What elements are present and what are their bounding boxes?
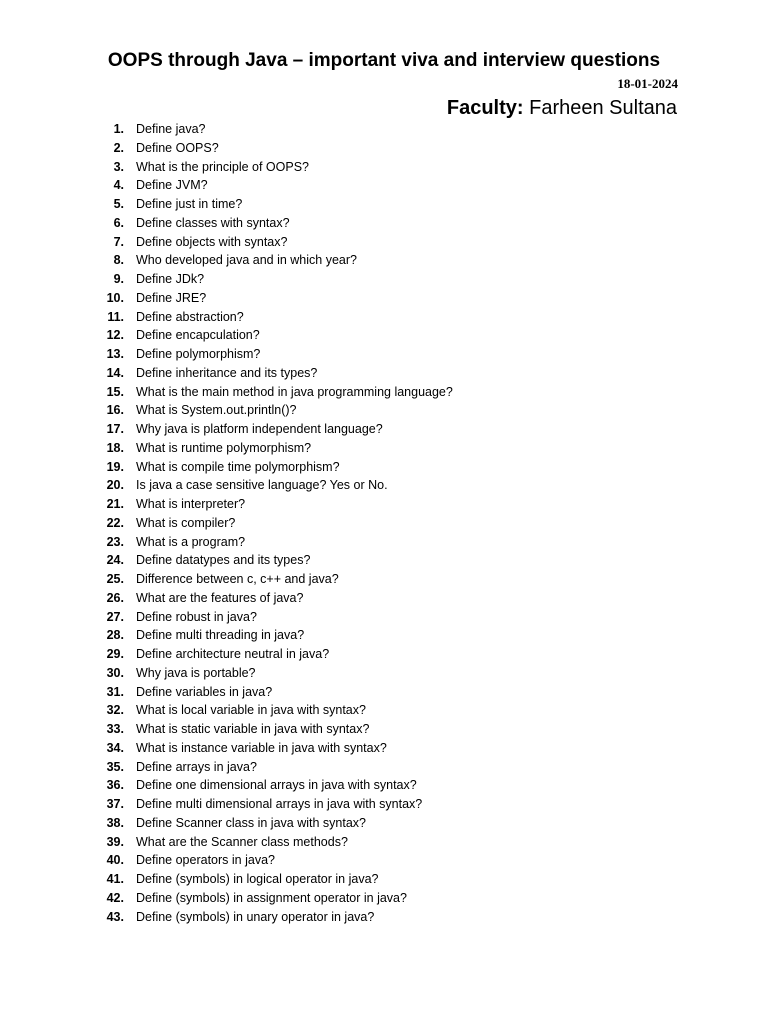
question-item: [0, 270, 768, 289]
question-number: 17.: [106, 422, 124, 436]
question-item: [0, 870, 768, 889]
question-text: Define polymorphism?: [136, 347, 261, 361]
question-number: 11.: [107, 309, 124, 324]
question-item: [0, 176, 768, 195]
question-number: 38.: [106, 815, 124, 830]
faculty-name: Farheen Sultana: [529, 97, 677, 119]
question-number: 12.: [106, 328, 124, 343]
question-number: 39.: [106, 834, 124, 849]
question-number: 1.: [113, 122, 124, 136]
question-number: 3.: [113, 159, 124, 174]
question-item: [0, 139, 768, 158]
question-item: [0, 889, 768, 908]
question-item: [0, 833, 768, 852]
question-number: 23.: [106, 534, 124, 549]
question-item: [0, 401, 768, 420]
question-number: 31.: [106, 684, 124, 699]
question-item: [0, 589, 768, 608]
question-item: [0, 383, 768, 402]
question-text: Define multi threading in java?: [136, 628, 305, 643]
question-item: [0, 645, 768, 664]
question-text: Define JVM?: [136, 178, 208, 193]
question-number: 32.: [106, 703, 124, 718]
question-text: Define variables in java?: [136, 684, 273, 699]
question-text: Define (symbols) in assignment operator in java?: [136, 890, 407, 905]
question-text: Define Scanner class in java with syntax?: [136, 815, 366, 830]
question-item: [0, 626, 768, 645]
question-text: What is static variable in java with syntax?: [136, 722, 370, 736]
question-number: 29.: [106, 647, 124, 661]
question-item: [0, 476, 768, 495]
question-text: Define JRE?: [136, 290, 207, 305]
question-number: 16.: [106, 403, 124, 418]
question-number: 14.: [106, 365, 124, 380]
faculty-label: Faculty:: [446, 97, 524, 119]
question-text: Define classes with syntax?: [136, 215, 290, 230]
question-item: [0, 120, 768, 139]
question-number: 26.: [106, 590, 124, 605]
question-item: [0, 195, 768, 214]
question-text: Difference between c, c++ and java?: [136, 572, 339, 586]
question-text: What are the features of java?: [136, 590, 304, 605]
question-number: 6.: [113, 215, 124, 230]
question-number: 36.: [106, 778, 124, 793]
question-number: 28.: [106, 628, 124, 643]
question-number: 15.: [106, 384, 124, 399]
question-item: [0, 683, 768, 702]
question-item: [0, 608, 768, 627]
question-item: [0, 795, 768, 814]
question-text: What is compile time polymorphism?: [136, 459, 340, 474]
question-number: 43.: [106, 909, 124, 924]
question-number: 18.: [106, 440, 124, 455]
question-text: What is instance variable in java with syntax?: [136, 740, 387, 755]
question-text: Define encapculation?: [136, 328, 260, 343]
question-item: [0, 495, 768, 514]
question-list: [0, 120, 768, 926]
question-text: Why java is portable?: [136, 665, 256, 680]
question-number: 27.: [106, 609, 124, 624]
question-item: [0, 233, 768, 252]
question-item: [0, 214, 768, 233]
question-item: [0, 570, 768, 589]
question-item: [0, 458, 768, 477]
question-item: [0, 289, 768, 308]
question-number: 8.: [113, 253, 124, 268]
question-item: [0, 776, 768, 795]
question-item: [0, 851, 768, 870]
question-number: 2.: [113, 140, 124, 155]
question-text: Define JDk?: [136, 272, 205, 286]
question-number: 24.: [106, 553, 124, 568]
question-number: 37.: [106, 797, 124, 811]
question-number: 9.: [113, 272, 124, 286]
question-item: [0, 420, 768, 439]
question-number: 30.: [106, 665, 124, 680]
question-text: What is compiler?: [136, 515, 236, 530]
question-number: 34.: [106, 740, 124, 755]
question-item: [0, 345, 768, 364]
question-text: What is local variable in java with syntax?: [136, 703, 366, 718]
document-title: OOPS through Java – important viva and interview questions: [107, 50, 661, 71]
question-number: 33.: [106, 722, 124, 736]
question-text: Define abstraction?: [136, 309, 244, 324]
question-number: 4.: [113, 178, 124, 193]
question-text: What is runtime polymorphism?: [136, 440, 312, 455]
question-item: [0, 908, 768, 927]
question-number: 41.: [106, 872, 124, 886]
question-text: What is the main method in java programming language?: [136, 384, 453, 399]
question-text: Define arrays in java?: [136, 759, 257, 774]
question-text: Define one dimensional arrays in java with syntax?: [136, 778, 417, 793]
question-item: [0, 551, 768, 570]
question-text: What is interpreter?: [136, 497, 246, 511]
document-date: 18-01-2024: [617, 76, 678, 91]
question-text: Define architecture neutral in java?: [136, 647, 330, 661]
question-item: [0, 664, 768, 683]
question-item: [0, 533, 768, 552]
question-number: 13.: [106, 347, 124, 361]
question-number: 42.: [106, 890, 124, 905]
question-item: [0, 308, 768, 327]
question-number: 25.: [106, 572, 124, 586]
question-text: Define multi dimensional arrays in java with syntax?: [136, 797, 423, 811]
faculty-line: [447, 95, 677, 121]
question-item: [0, 739, 768, 758]
question-text: Define datatypes and its types?: [136, 553, 311, 568]
question-text: Is java a case sensitive language? Yes or No.: [136, 478, 388, 493]
question-text: Define inheritance and its types?: [136, 365, 318, 380]
question-item: [0, 514, 768, 533]
question-text: Define operators in java?: [136, 853, 275, 868]
question-item: [0, 814, 768, 833]
question-number: 22.: [106, 515, 124, 530]
question-item: [0, 758, 768, 777]
question-text: What is a program?: [136, 534, 246, 549]
question-number: 35.: [106, 759, 124, 774]
question-number: 7.: [113, 234, 124, 249]
question-text: Define java?: [136, 122, 206, 136]
question-item: [0, 326, 768, 345]
question-text: Define just in time?: [136, 197, 243, 211]
question-number: 10.: [106, 290, 124, 305]
question-text: Define OOPS?: [136, 140, 219, 155]
question-item: [0, 251, 768, 270]
question-number: 19.: [106, 459, 124, 474]
question-text: Define (symbols) in unary operator in java?: [136, 909, 375, 924]
question-text: Who developed java and in which year?: [136, 253, 357, 268]
question-text: Define (symbols) in logical operator in java?: [136, 872, 379, 886]
question-text: Why java is platform independent language?: [136, 422, 383, 436]
question-text: What is System.out.println()?: [136, 403, 297, 418]
question-item: [0, 364, 768, 383]
question-text: What is the principle of OOPS?: [136, 159, 309, 174]
question-text: Define objects with syntax?: [136, 234, 288, 249]
question-text: What are the Scanner class methods?: [136, 834, 348, 849]
question-number: 5.: [113, 197, 124, 211]
question-item: [0, 439, 768, 458]
question-number: 21.: [106, 497, 124, 511]
question-number: 20.: [106, 478, 124, 493]
question-item: [0, 701, 768, 720]
question-text: Define robust in java?: [136, 609, 257, 624]
question-item: [0, 158, 768, 177]
question-number: 40.: [106, 853, 124, 868]
question-item: [0, 720, 768, 739]
